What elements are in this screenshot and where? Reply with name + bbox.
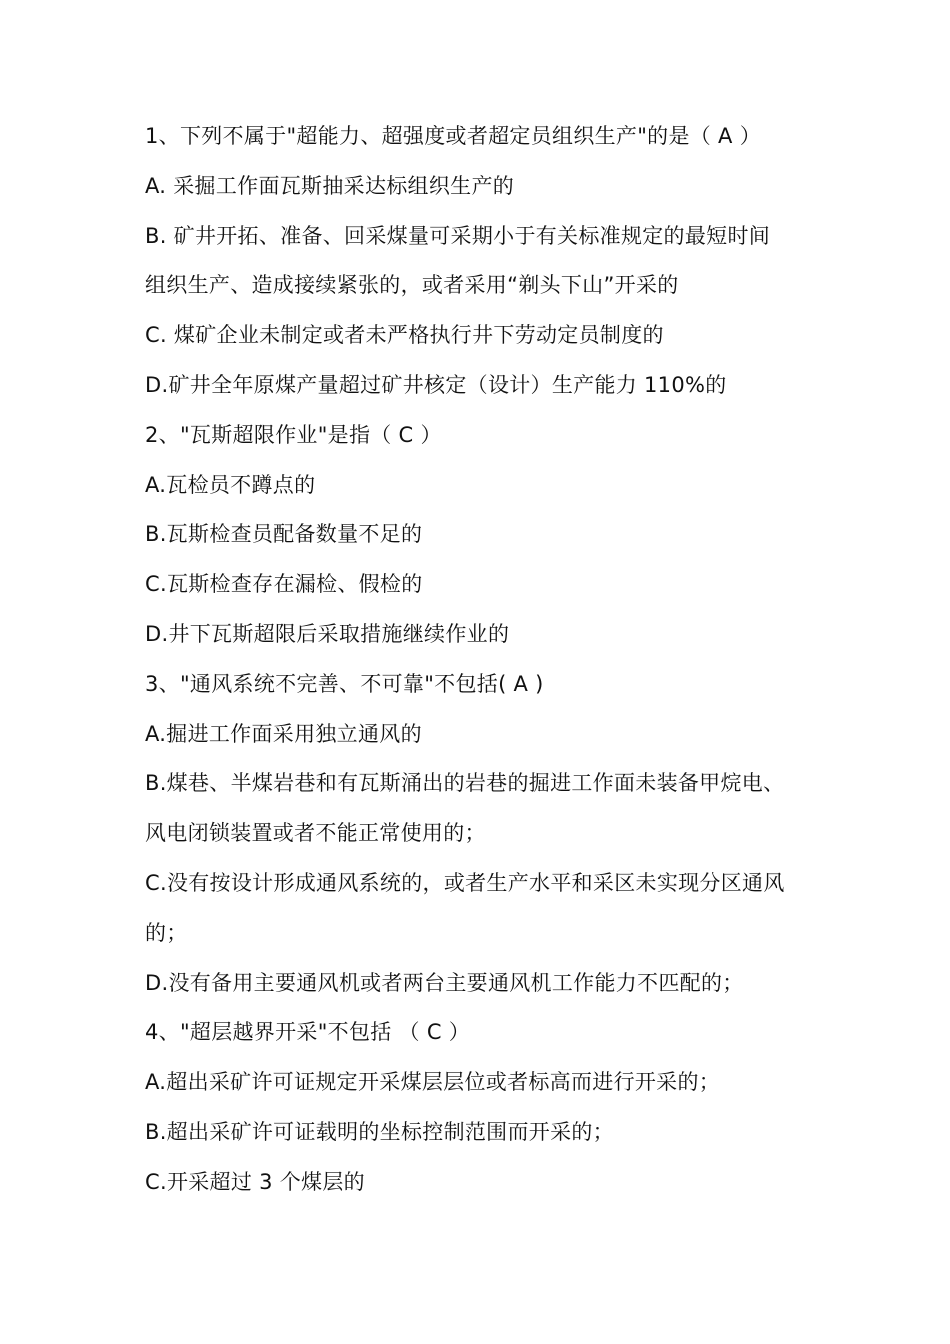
document-body [145, 112, 825, 1208]
question-1-option-c: C. 煤矿企业未制定或者未严格执行井下劳动定员制度的 [145, 323, 664, 348]
question-3-option-d: D.没有备用主要通风机或者两台主要通风机工作能力不匹配的； [145, 970, 744, 995]
question-2-option-b: B.瓦斯检查员配备数量不足的 [145, 522, 423, 547]
question-4-option-a: A.超出采矿许可证规定开采煤层层位或者标高而进行开采的； [145, 1070, 721, 1095]
question-2-option-c: C.瓦斯检查存在漏检、假检的 [145, 572, 423, 597]
question-1-option-b-continued: 组织生产、造成接续紧张的，或者采用“剃头下山”开采的 [145, 273, 679, 298]
question-4-option-b: B.超出采矿许可证载明的坐标控制范围而开采的； [145, 1119, 614, 1144]
question-4-text: 4、"超层越界开采"不包括 （ C ） [145, 1020, 471, 1045]
question-1-option-b: B. 矿井开拓、准备、回采煤量可采期小于有关标准规定的最短时间 [145, 223, 771, 248]
question-4-option-c: C.开采超过 3 个煤层的 [145, 1169, 365, 1194]
question-1-option-a: A. 采掘工作面瓦斯抽采达标组织生产的 [145, 173, 515, 198]
question-3-option-b: B.煤巷、半煤岩巷和有瓦斯涌出的岩巷的掘进工作面未装备甲烷电、 [145, 771, 785, 796]
question-3-option-c-continued: 的； [145, 920, 188, 945]
question-2-option-a: A.瓦检员不蹲点的 [145, 472, 316, 497]
question-1-text: 1、下列不属于"超能力、超强度或者超定员组织生产"的是（ A ） [145, 124, 761, 148]
question-3-option-c: C.没有按设计形成通风系统的，或者生产水平和采区未实现分区通风 [145, 870, 785, 895]
question-3-option-a: A.掘进工作面采用独立通风的 [145, 721, 422, 746]
question-3-option-b-continued: 风电闭锁装置或者不能正常使用的； [145, 821, 486, 846]
question-3-text: 3、"通风系统不完善、不可靠"不包括( A ) [145, 671, 544, 696]
question-1-option-d: D.矿井全年原煤产量超过矿井核定（设计）生产能力 110%的 [145, 372, 727, 397]
question-2-text: 2、"瓦斯超限作业"是指（ C ） [145, 422, 442, 447]
question-2-option-d: D.井下瓦斯超限后采取措施继续作业的 [145, 621, 510, 646]
